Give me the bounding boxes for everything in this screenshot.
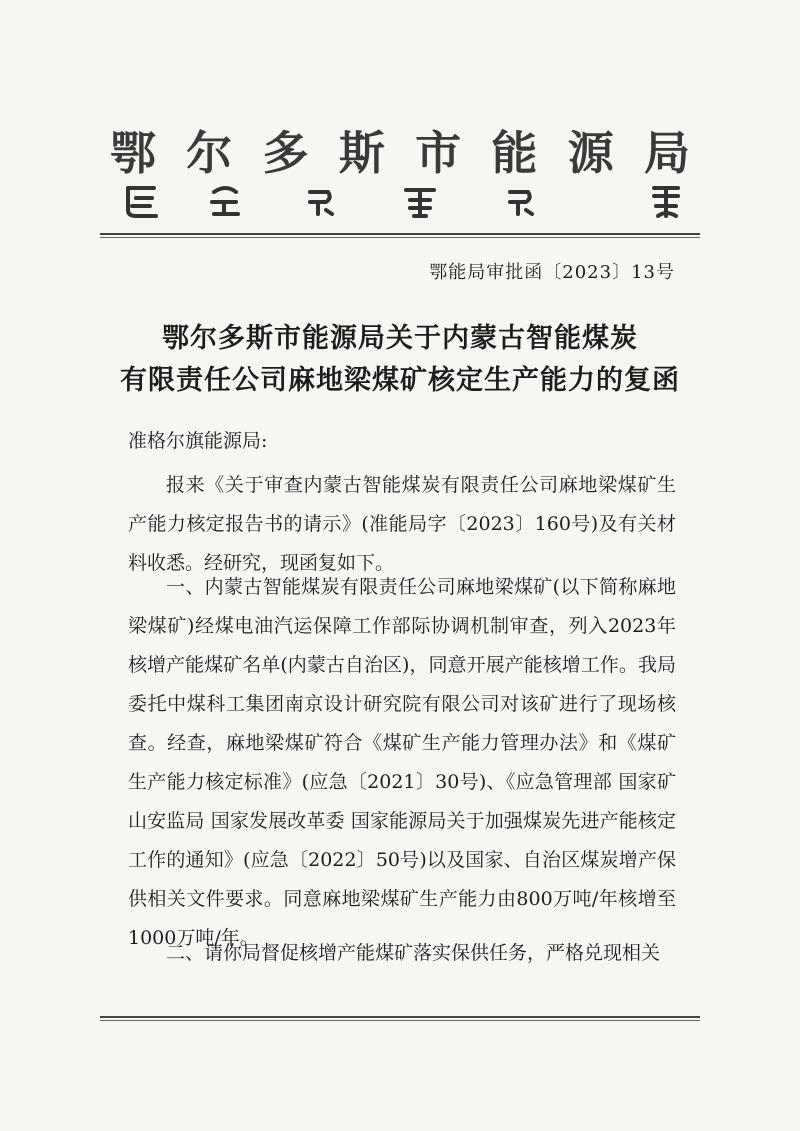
- footer-divider: [100, 1020, 700, 1021]
- mongolian-glyph: [122, 180, 162, 220]
- letterhead-char: 鄂: [110, 126, 156, 180]
- letterhead-char: 能: [491, 126, 538, 180]
- letterhead-mongolian-script: [110, 180, 690, 222]
- document-title-line-1: 鄂尔多斯市能源局关于内蒙古智能煤炭: [162, 323, 638, 354]
- letterhead-org-name: [110, 128, 690, 178]
- header-divider: [100, 233, 700, 235]
- body-paragraph: 报来《关于审查内蒙古智能煤炭有限责任公司麻地梁煤矿生产能力核定报告书的请示》(准能局字〔2023〕160号)及有关材料收悉。经研究，现函复如下。: [128, 474, 676, 574]
- mongolian-glyph: [300, 180, 340, 220]
- letterhead-char: 源: [567, 126, 614, 180]
- letterhead-char: 多: [262, 126, 309, 180]
- footer-divider: [100, 1016, 700, 1018]
- body-paragraph: 一、内蒙古智能煤炭有限责任公司麻地梁煤矿(以下简称麻地梁煤矿)经煤电油汽运保障工作部际协调机制审查，列入2023年核增产能煤矿名单(内蒙古自治区)，同意开展产能核增工作。我局委托中煤科工集团南京设计研究院有限公司对该矿进行了现场核查。经查，麻地梁煤矿符合《煤矿生产能力管理办法》和《煤矿生产能力核定标准》(应急〔2021〕30号)、《应急管理部 国家矿山安监局 国家发展改革委 国家能源局关于加强煤炭先进产能核定工作的通知》(应急〔2022〕50号)以及国家、自治区煤炭增产保供相关文件要求。同意麻地梁煤矿生产能力由800万吨/年核增至1000万吨/年。: [128, 576, 676, 949]
- letterhead-char: 尔: [186, 126, 233, 180]
- letterhead-char: 市: [415, 126, 462, 180]
- mongolian-glyph: [400, 180, 440, 220]
- addressee: 准格尔旗能源局:: [128, 430, 268, 452]
- mongolian-glyph: [646, 180, 686, 220]
- letterhead-char: 斯: [338, 126, 385, 180]
- mongolian-glyph: [500, 180, 540, 220]
- document-title-line-2: 有限责任公司麻地梁煤矿核定生产能力的复函: [120, 365, 680, 396]
- body-paragraph: 二、请你局督促核增产能煤矿落实保供任务，严格兑现相关: [166, 942, 661, 964]
- document-number: 鄂能局审批函〔2023〕13号: [429, 262, 675, 283]
- mongolian-glyph: [206, 180, 246, 220]
- letterhead-char: 局: [643, 126, 690, 180]
- header-divider: [100, 237, 700, 238]
